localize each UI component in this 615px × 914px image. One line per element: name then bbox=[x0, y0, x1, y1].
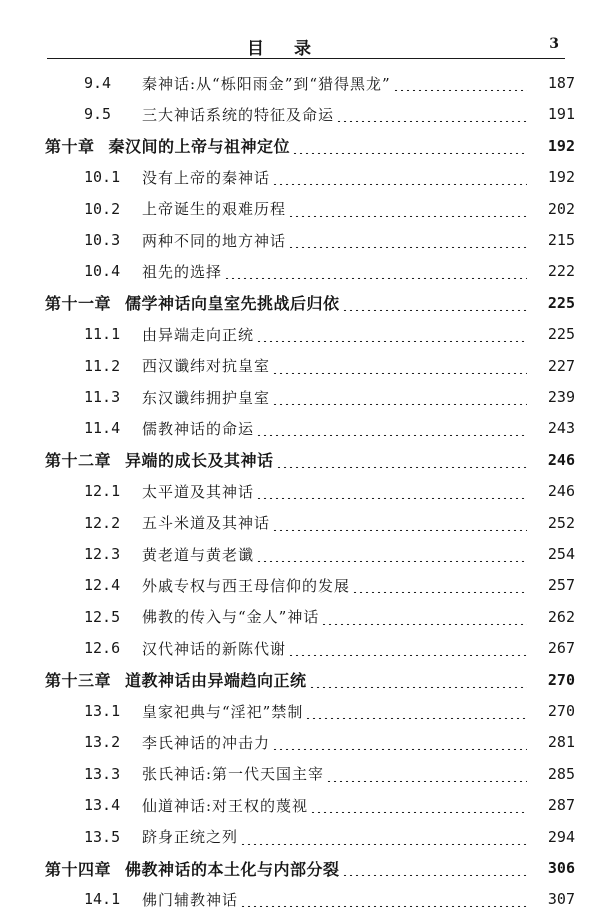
entry-title: 外戚专权与西王母信仰的发展 bbox=[142, 576, 351, 595]
chapter-title: 秦汉间的上帝与祖神定位 bbox=[108, 137, 291, 157]
leader-dots bbox=[288, 201, 527, 217]
toc-chapter-entry[interactable] bbox=[0, 288, 615, 318]
entry-number: 9.4 bbox=[84, 74, 112, 92]
toc-section-entry[interactable] bbox=[0, 351, 615, 381]
entry-page-number: 246 bbox=[547, 482, 575, 501]
toc-section-entry[interactable] bbox=[0, 539, 615, 569]
toc-chapter-entry[interactable] bbox=[0, 445, 615, 475]
entry-page-number: 294 bbox=[547, 827, 575, 846]
page-title: 目录 bbox=[247, 39, 341, 59]
entry-title: 佛教的传入与“金人”神话 bbox=[142, 608, 320, 627]
entry-page-number: 252 bbox=[547, 513, 575, 532]
leader-dots bbox=[272, 515, 527, 531]
toc-chapter-entry[interactable] bbox=[0, 665, 615, 695]
entry-page-number: 287 bbox=[547, 796, 575, 815]
entry-number: 13.2 bbox=[84, 733, 121, 752]
leader-dots bbox=[256, 546, 527, 562]
toc-section-entry[interactable] bbox=[0, 319, 615, 349]
leader-dots bbox=[326, 766, 527, 782]
entry-title: 东汉谶纬拥护皇室 bbox=[142, 388, 271, 407]
entry-page-number: 270 bbox=[547, 702, 575, 720]
entry-number: 14.1 bbox=[84, 890, 121, 909]
leader-dots bbox=[310, 797, 527, 813]
entry-number: 13.5 bbox=[84, 827, 121, 846]
toc-section-entry[interactable] bbox=[0, 225, 615, 255]
entry-page-number: 225 bbox=[547, 325, 575, 344]
toc-section-entry[interactable] bbox=[0, 476, 615, 506]
entry-title bbox=[45, 134, 290, 157]
chapter-label: 第十一章 bbox=[45, 294, 112, 314]
toc-section-entry[interactable] bbox=[0, 727, 615, 757]
page-number: 3 bbox=[549, 36, 559, 52]
toc-section-entry[interactable] bbox=[0, 602, 615, 632]
entry-title: 祖先的选择 bbox=[142, 262, 223, 281]
toc-section-entry[interactable] bbox=[0, 162, 615, 192]
entry-title: 由异端走向正统 bbox=[142, 325, 255, 344]
entry-number: 12.2 bbox=[84, 513, 121, 532]
entry-title: 佛门辅教神话 bbox=[142, 890, 239, 909]
leader-dots bbox=[224, 263, 527, 279]
entry-page-number: 262 bbox=[547, 607, 575, 626]
entry-number: 10.2 bbox=[84, 199, 121, 218]
toc-section-entry[interactable] bbox=[0, 99, 615, 129]
entry-number: 12.3 bbox=[84, 545, 121, 563]
entry-title: 太平道及其神话 bbox=[142, 482, 255, 501]
toc-section-entry[interactable] bbox=[0, 759, 615, 789]
entry-page-number: 254 bbox=[547, 545, 575, 563]
entry-page-number: 246 bbox=[547, 450, 575, 469]
leader-dots bbox=[336, 106, 527, 122]
entry-page-number: 192 bbox=[547, 136, 575, 155]
entry-title: 儒教神话的命运 bbox=[142, 419, 255, 438]
leader-dots bbox=[272, 358, 527, 374]
entry-page-number: 239 bbox=[547, 388, 575, 406]
leader-dots bbox=[292, 138, 527, 154]
entry-number: 11.1 bbox=[84, 325, 121, 344]
leader-dots bbox=[352, 577, 527, 593]
entry-page-number: 187 bbox=[547, 74, 575, 92]
toc-section-entry[interactable] bbox=[0, 570, 615, 600]
entry-page-number: 257 bbox=[547, 576, 575, 595]
entry-number: 13.4 bbox=[84, 796, 121, 815]
leader-dots bbox=[272, 169, 527, 185]
chapter-title: 道教神话由异端趋向正统 bbox=[125, 671, 307, 691]
entry-title bbox=[45, 448, 274, 471]
toc-section-entry[interactable] bbox=[0, 884, 615, 914]
entry-title: 没有上帝的秦神话 bbox=[142, 168, 271, 187]
entry-page-number: 222 bbox=[547, 262, 575, 281]
entry-number: 12.5 bbox=[84, 607, 121, 626]
entry-number: 12.1 bbox=[84, 482, 121, 501]
toc-section-entry[interactable] bbox=[0, 822, 615, 852]
leader-dots bbox=[342, 860, 527, 876]
entry-title: 李氏神话的冲击力 bbox=[142, 733, 271, 752]
entry-number: 10.4 bbox=[84, 262, 121, 281]
entry-title: 三大神话系统的特征及命运 bbox=[142, 105, 335, 124]
leader-dots bbox=[288, 640, 527, 656]
toc-section-entry[interactable] bbox=[0, 194, 615, 224]
entry-page-number: 227 bbox=[547, 356, 575, 375]
entry-number: 11.4 bbox=[84, 419, 121, 438]
leader-dots bbox=[321, 609, 527, 625]
leader-dots bbox=[305, 703, 527, 719]
leader-dots bbox=[309, 672, 527, 688]
leader-dots bbox=[256, 420, 527, 436]
entry-page-number: 225 bbox=[547, 293, 575, 312]
entry-title bbox=[45, 668, 307, 691]
entry-page-number: 281 bbox=[547, 733, 575, 752]
entry-number: 11.3 bbox=[84, 388, 121, 406]
entry-title: 秦神话:从“栎阳雨金”到“猎得黑龙” bbox=[142, 74, 391, 93]
toc-section-entry[interactable] bbox=[0, 256, 615, 286]
entry-title: 上帝诞生的艰难历程 bbox=[142, 200, 287, 219]
chapter-title: 佛教神话的本土化与内部分裂 bbox=[125, 859, 340, 879]
entry-page-number: 192 bbox=[547, 168, 575, 187]
leader-dots bbox=[288, 232, 527, 248]
toc-section-entry[interactable] bbox=[0, 696, 615, 726]
entry-title bbox=[45, 291, 340, 314]
page-header bbox=[47, 28, 565, 59]
toc-section-entry[interactable] bbox=[0, 508, 615, 538]
toc-section-entry[interactable] bbox=[0, 633, 615, 663]
toc-chapter-entry[interactable] bbox=[0, 131, 615, 161]
entry-title: 仙道神话:对王权的蔑视 bbox=[142, 796, 309, 815]
entry-title: 黄老道与黄老谶 bbox=[142, 545, 255, 564]
leader-dots bbox=[240, 891, 527, 907]
entry-page-number: 285 bbox=[547, 764, 575, 783]
entry-number: 13.1 bbox=[84, 702, 121, 720]
entry-page-number: 307 bbox=[547, 890, 575, 909]
toc-section-entry[interactable] bbox=[0, 790, 615, 820]
entry-page-number: 215 bbox=[547, 231, 575, 249]
leader-dots bbox=[240, 829, 527, 845]
entry-title bbox=[45, 857, 340, 880]
chapter-label: 第十章 bbox=[45, 137, 95, 157]
leader-dots bbox=[256, 483, 527, 499]
entry-title: 张氏神话:第一代天国主宰 bbox=[142, 765, 325, 784]
entry-page-number: 306 bbox=[547, 859, 575, 877]
entry-number: 12.6 bbox=[84, 639, 121, 658]
toc-section-entry[interactable] bbox=[0, 68, 615, 98]
chapter-label: 第十四章 bbox=[45, 859, 112, 879]
toc-chapter-entry[interactable] bbox=[0, 853, 615, 883]
entry-number: 13.3 bbox=[84, 764, 121, 783]
entry-number: 10.3 bbox=[84, 231, 121, 249]
entry-title: 跻身正统之列 bbox=[142, 828, 239, 847]
entry-number: 11.2 bbox=[84, 356, 121, 375]
leader-dots bbox=[272, 389, 527, 405]
chapter-title: 儒学神话向皇室先挑战后归依 bbox=[125, 294, 340, 314]
entry-page-number: 243 bbox=[547, 419, 575, 438]
leader-dots bbox=[342, 295, 527, 311]
entry-title: 两种不同的地方神话 bbox=[142, 231, 287, 250]
entry-number: 9.5 bbox=[84, 105, 112, 124]
entry-number: 10.1 bbox=[84, 168, 121, 187]
leader-dots bbox=[256, 326, 527, 342]
leader-dots bbox=[393, 75, 527, 91]
entry-title: 西汉谶纬对抗皇室 bbox=[142, 357, 271, 376]
entry-title: 汉代神话的新陈代谢 bbox=[142, 639, 287, 658]
entry-title: 五斗米道及其神话 bbox=[142, 514, 271, 533]
entry-page-number: 202 bbox=[547, 199, 575, 218]
entry-number: 12.4 bbox=[84, 576, 121, 595]
toc-section-entry[interactable] bbox=[0, 382, 615, 412]
entry-page-number: 267 bbox=[547, 639, 575, 658]
chapter-title: 异端的成长及其神话 bbox=[125, 451, 274, 471]
chapter-label: 第十三章 bbox=[45, 671, 112, 691]
entry-page-number: 191 bbox=[547, 105, 575, 124]
toc-section-entry[interactable] bbox=[0, 413, 615, 443]
leader-dots bbox=[276, 452, 527, 468]
chapter-label: 第十二章 bbox=[45, 451, 112, 471]
leader-dots bbox=[272, 734, 527, 750]
entry-page-number: 270 bbox=[547, 670, 575, 689]
entry-title: 皇家祀典与“淫祀”禁制 bbox=[142, 702, 304, 721]
